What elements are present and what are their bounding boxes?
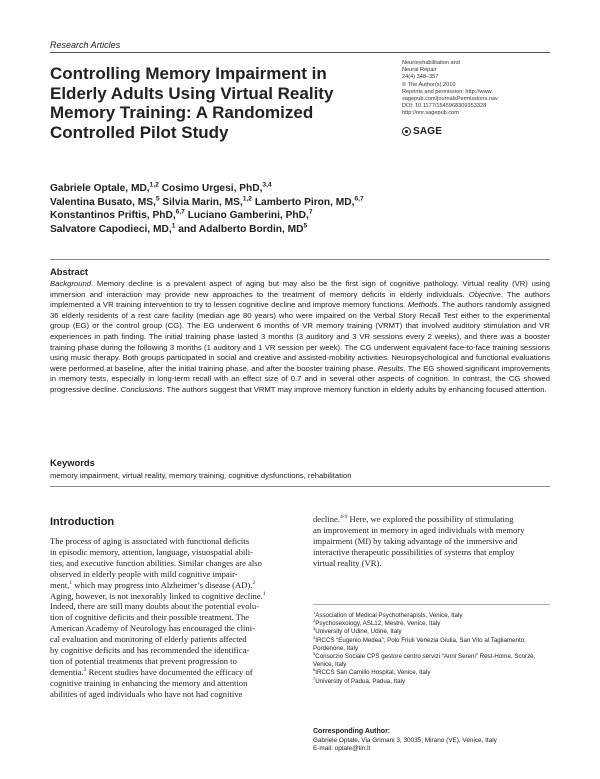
journal-line: sagepub.com/journalsPermissions.nav [402,96,498,103]
abstract-label-methods: Methods [407,300,438,310]
journal-line: Neural Repair [402,67,437,74]
abstract-text-conclusions: . The authors suggest that VRMT may improve memory function in elderly adults by enhancing focused attention. [162,384,547,394]
author-line-1: Gabriele Optale, MD,$^{1,2}$ Cosimo Urgesi, PhD,$^{3,4}$ [50,181,272,194]
intro-line: cognitive training in enhancing the memory and attention [50,677,248,688]
affiliation-item: $^3$University of Udine, Udine, Italy [313,626,402,636]
sage-logo-icon [402,127,411,136]
introduction-left-column [50,536,286,700]
keywords-heading: Keywords [50,457,95,468]
abstract-text-background: . Memory decline is a prevalent aspect of aging but may also be the first sign of cognitive pathology. Virtual reality (VR) using immersion and interaction may provide new approaches to the treatment of memory deficits in elderly individuals. [50,279,550,299]
intro-line: cal evaluation and monitoring of elderly patients affected [50,634,247,645]
affiliation-item: $^7$University of Padua, Padua, Italy [313,675,406,685]
intro-line: American Academy of Neurology has encouraged the clini- [50,623,255,634]
intro-line: Aging, however, is not inexorably linked to cognitive decline.$^1$ [50,590,266,601]
affiliations-list [313,609,550,686]
abstract-label-objective: Objective [468,289,501,299]
intro-right-line: impairment (MI) by taking advantage of the immersive and [313,535,518,546]
abstract-label-results: Results [377,363,404,373]
intro-line: ties, and executive function abilities. Similar changes are also [50,557,262,568]
journal-line: Reprints and permission: http://www. [402,88,493,95]
abstract-text-results: . The EG showed significant improvements in memory tests, especially in long-term recall with an effect size of 0.7 and in several other aspects of cognition. In contrast, the CG showed progressive decline. [50,363,550,394]
journal-info [402,60,562,118]
publisher-logo [402,126,442,137]
title-line-3: Memory Training: A Randomized [50,103,314,122]
intro-line: Indeed, there are still many doubts about the potential evolu- [50,601,260,612]
intro-line: observed in elderly people with mild cognitive impair- [50,568,238,579]
intro-line: in episodic memory, attention, language, visuospatial abili- [50,546,254,557]
corresponding-email[interactable]: E-mail: optale@tin.it [313,745,371,753]
keywords-bottom-rule [50,486,550,487]
abstract-top-rule [50,259,550,260]
article-title [50,64,380,142]
author-line-3: Konstantinos Priftis, PhD,$^{6,7}$ Luciano Gamberini, PhD,$^7$ [50,208,313,222]
intro-right-line: decline.$^{4-9}$ Here, we explored the possibility of stimulating [313,514,514,524]
author-list [50,182,470,236]
corresponding-author-details [313,737,553,753]
corresponding-author-heading: Corresponding Author: [313,728,391,735]
journal-line: 24(4) 348–357 [402,74,439,81]
introduction-heading: Introduction [50,516,115,528]
introduction-right-column [313,514,550,569]
affiliation-item: $^5$Consorzio Sociale CPS gestore centro servizi “Anni Sereni” Rest-Home, Scorzè, Venice, Italy [313,650,536,669]
journal-line: Neurorehabilitation and [402,60,460,66]
journal-line: DOI: 10.1177/1545968309353328 [402,103,487,110]
intro-line: dementia.$^3$ Recent studies have documented the efficacy of [50,666,253,677]
keywords-text: memory impairment, virtual reality, memory training, cognitive dysfunctions, rehabilitation [50,471,352,480]
journal-line: © The Author(s) 2010 [402,81,456,88]
title-line-4: Controlled Pilot Study [50,122,229,142]
affiliation-item: $^1$Association of Medical Psychotherapists, Venice, Italy [313,609,463,619]
affiliation-item: $^4$IRCCS “Eugenio Medea”, Polo Friuli Venezia Giulia, San Vito al Tagliamento, Pordenone, Italy [313,634,526,652]
author-line-4: Salvatore Capodieci, MD,$^1$ and Adalberto Bordin, $MD^5$ [50,222,308,235]
intro-right-line: virtual reality (VR). [313,557,382,568]
affiliations-rule [313,604,550,605]
abstract-label-background: Background [50,279,92,288]
corresponding-address: Gabriele Optale, Via Grimani 3, 30035, Mirano (VE), Venice, Italy [313,737,497,744]
affiliation-item: $^2$Psychosexology, ASL12, Mestre, Venice, Italy [313,618,441,628]
journal-url: http://nnr.sagepub.com [402,110,459,117]
intro-line: tion of potential treatments that prevent progression to [50,655,237,666]
header-rule [50,52,550,53]
abstract-body [50,279,550,396]
title-line-1: Controlling Memory Impairment in [50,64,327,83]
intro-line: ment,$^1$ which may progress into Alzheimer’s disease (AD).$^2$ [50,579,256,590]
abstract-text-objective: . The authors implemented a VR training intervention to try to lessen cognitive decline and improve memory functions. [50,289,550,310]
intro-right-line: an improvement in memory in aged individuals with memory [313,524,525,535]
abstract-label-conclusions: Conclusions [120,384,163,394]
title-line-2: Elderly Adults Using Virtual Reality [50,83,334,103]
publisher-logo-text: SAGE [413,126,443,137]
intro-line: tion of cognitive deficits and their possible treatment. The [50,612,250,623]
intro-line: abilities of aged individuals who have not had cognitive [50,688,243,699]
intro-right-line: interactive therapeutic possibilities of systems that employ [313,546,515,557]
intro-line: The process of aging is associated with functional deficits [50,536,250,546]
affiliation-item: $^6$IRCCS San Camillo Hospital, Venice, Italy [313,667,431,677]
section-label: Research Articles [50,40,121,50]
abstract-heading: Abstract [50,266,89,277]
abstract-text-methods: . The authors randomly assigned 36 elderly residents of a rest care facility (median age 80 years) who were impaired on the Verbal Story Recall Test either to the experimental group (EG) or the control group (CG). The EG underwent 6 months of VR memory training (VRMT) that involved auditory stimulation and VR experiences in path finding. The initial training phase lasted 3 months (3 auditory and 3 VR sessions every 2 weeks), and there was a booster training phase during the following 3 months (1 auditory and 1 VR session per week). The CG underwent equivalent face-to-face training sessions using music therapy. Both groups participated in social and creative and assisted-mobility activities. Neuropsychological and functional evaluations were performed at baseline, after the initial training phase, and after the booster training phase. [50,300,550,373]
intro-line: by cognitive deficits and has recommended the identifica- [50,645,250,656]
author-line-2: Valentina Busato, MS,$^5$ Silvia Marin, MS,$^{1,2}$ Lamberto Piron, MD,$^{6,7}$ [50,195,364,208]
